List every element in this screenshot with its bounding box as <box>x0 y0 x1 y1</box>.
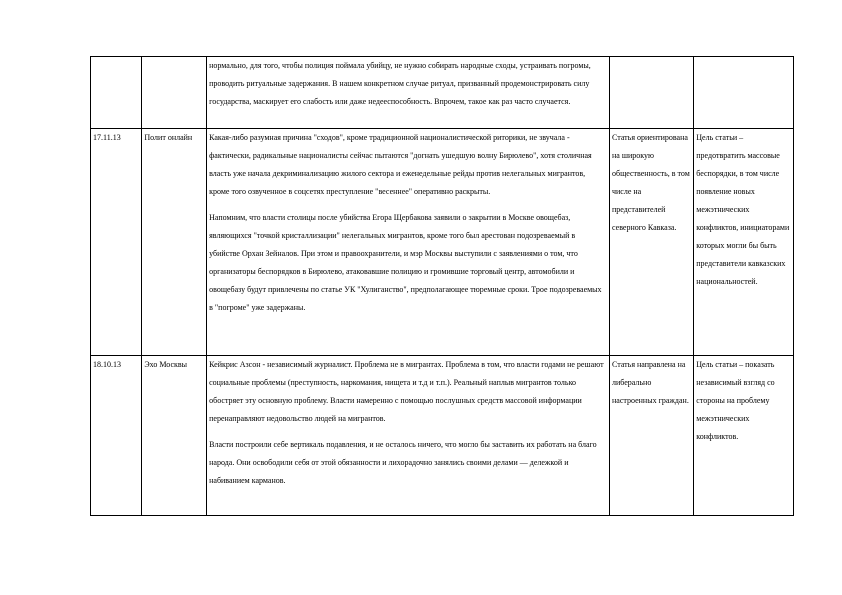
article-paragraph: Кейкрис Азсон - независимый журналист. Проблема не в мигрантах. Проблема в том, что власти годами не решают социальные проблемы (преступность, наркомания, нищета и т.д и т.п.). Реальный наплыв мигрантов только обостряет эту основную проблему. Власти намеренно с помощью послушных средств массовой информации перенаправляют недовольство людей на мигрантов. <box>209 360 604 423</box>
document-table <box>90 56 794 516</box>
audience-cell: Статья ориентирована на широкую общественность, в том числе на представителей северного Кавказа. <box>610 129 694 356</box>
article-paragraph: Власти построили себе вертикаль подавления, и не осталось ничего, что могло бы заставить их работать на благо народа. Они освободили себя от этой обязанности и лихорадочно занялись своими делами — дележкой и набиванием карманов. <box>209 440 597 485</box>
article-paragraph: Напомним, что власти столицы после убийства Егора Щербакова заявили о закрытии в Москве овощебаз, являющихся "точкой кристаллизации" нелегальных мигрантов, кроме того был арестован подозреваемый в убийстве Орхан Зейналов. При этом и правоохранители, и мэр Москвы выступили с заявлениями о том, что организаторы беспорядков в Бирюлево, атаковавшие полицию и громившие торговый центр, автомобили и овощебазу будут привлечены по статье УК "Хулиганство", предполагающее тюремные сроки. Трое подозреваемых в "погроме" уже задержаны. <box>209 213 602 312</box>
article-text-cell <box>207 356 610 516</box>
article-paragraph: нормально, для того, чтобы полиция поймала убийцу, не нужно собирать народные сходы, устраивать погромы, проводить ритуальные задержания. В нашем конкретном случае ритуал, призванный продемонстрировать силу государства, маскирует его слабость или даже недееспособность. Впрочем, такое как раз часто случается. <box>209 61 591 106</box>
table-row <box>91 356 794 516</box>
date-cell: 17.11.13 <box>91 129 142 356</box>
audience-cell <box>610 57 694 129</box>
source-cell: Эхо Москвы <box>142 356 207 516</box>
audience-cell: Статья направлена на либерально настроенных граждан. <box>610 356 694 516</box>
table-row <box>91 129 794 356</box>
goal-cell <box>694 57 794 129</box>
table-row <box>91 57 794 129</box>
article-text-cell <box>207 129 610 356</box>
article-paragraph: Какая-либо разумная причина "сходов", кроме традиционной националистической риторики, не звучала - фактически, радикальные националисты сейчас пытаются "догнать ушедшую волну Бирюлево", хотя столичная власть уже начала декриминализацию жилого сектора и еженедельные рейды против нелегальных мигрантов, кроме того озвученное в соцсетях преступление "весеннее" оперативно раскрыты. <box>209 133 592 196</box>
date-cell: 18.10.13 <box>91 356 142 516</box>
source-cell: Полит онлайн <box>142 129 207 356</box>
source-cell <box>142 57 207 129</box>
goal-cell: Цель статьи – предотвратить массовые беспорядки, в том числе появление новых межэтнических конфликтов, инициаторами которых могли бы быть представители кавказских национальностей. <box>694 129 794 356</box>
date-cell <box>91 57 142 129</box>
goal-cell: Цель статьи – показать независимый взгляд со стороны на проблему межэтнических конфликтов. <box>694 356 794 516</box>
article-text-cell <box>207 57 610 129</box>
